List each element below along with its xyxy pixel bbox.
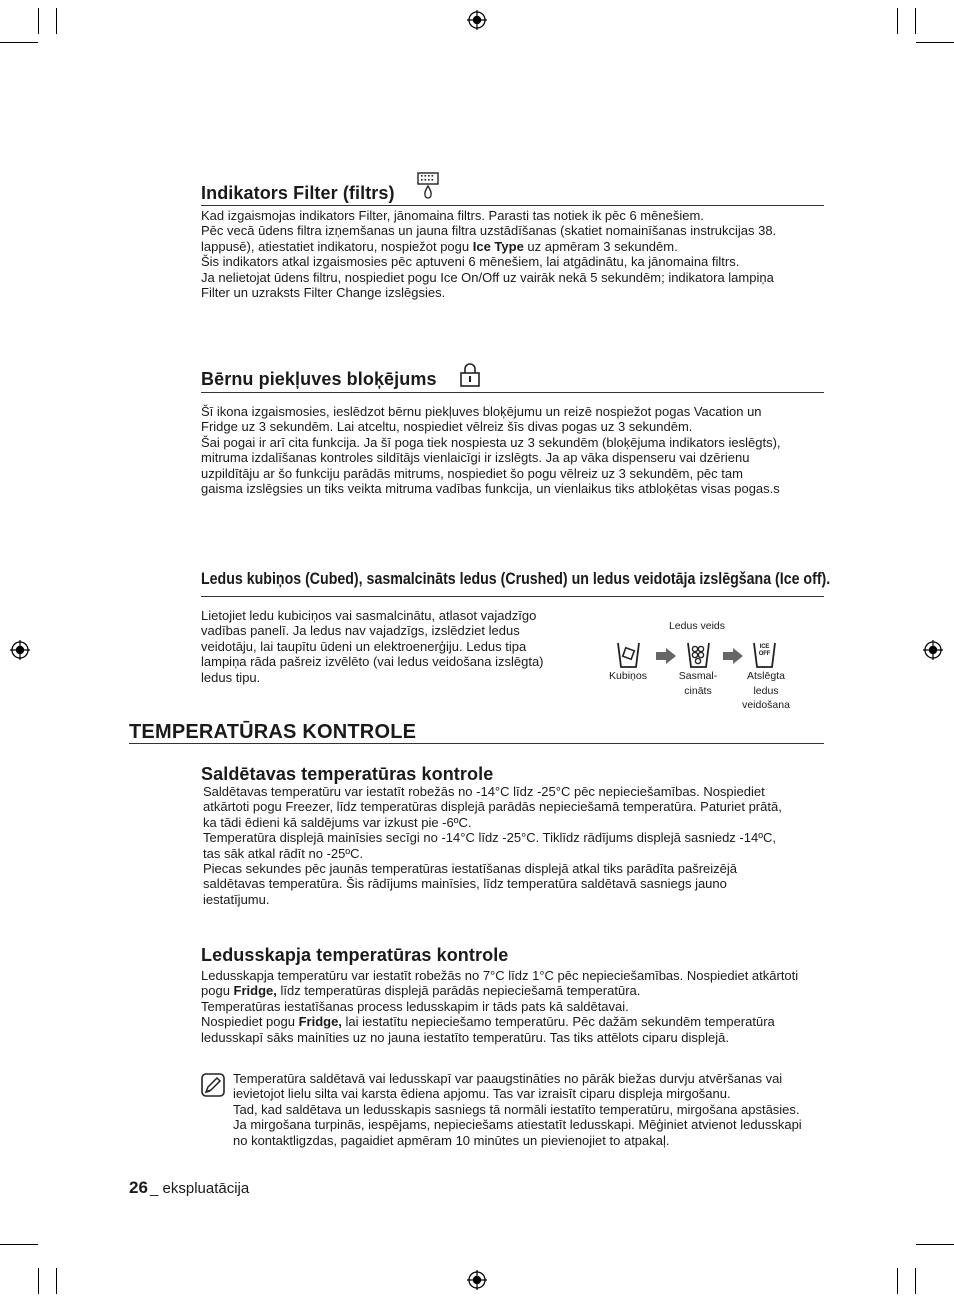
fridge-bold: Fridge, (298, 1014, 342, 1030)
crop-mark (38, 1268, 39, 1294)
ice-type-bold: Ice Type (472, 238, 524, 254)
text-line: Ledusskapja temperatūru var iestatīt robežās no 7°C līdz 1°C pēc nepieciešamības. Nospiediet atkārtoti (201, 968, 799, 983)
label-line: ledus (753, 684, 779, 697)
label-line: cināts (684, 684, 712, 697)
registration-mark-icon (467, 1270, 487, 1290)
label-line: Sasmal- (678, 670, 718, 682)
crop-mark (897, 8, 898, 34)
text-span: lai iestatītu nepieciešamo temperatūru. Pēc dažām sekundēm temperatūra (341, 1014, 775, 1030)
filter-title-text: Indikators Filter (filtrs) (201, 183, 395, 203)
text-line: tas sāk atkal rādīt no -25ºC. (203, 845, 364, 861)
text-line: ka tādi ēdieni kā saldējums var izkust pie -6ºC. (203, 814, 472, 830)
ice-cubed-icon (616, 641, 641, 669)
fridge-bold: Fridge, (233, 983, 277, 999)
text-line: lampiņa rāda pašreiz izvēlēto (vai ledus veidošana izslēgta) (201, 654, 544, 670)
freezer-paragraph (203, 784, 782, 907)
footer-section: _ ekspluatācija (150, 1180, 250, 1197)
ice-off-label (734, 669, 798, 713)
registration-mark-icon (923, 640, 943, 660)
text-line: Pēc vecā ūdens filtra izņemšanas un jauna filtra uzstādīšanas (skatiet nomainīšanas instrukcijas 38. (201, 223, 777, 239)
ice-title-text: Ledus kubiņos (Cubed), sasmalcināts ledus (Crushed) un ledus veidotāja izslēgšana (Ice off). (201, 570, 831, 588)
filter-paragraph (201, 208, 776, 300)
section-title-childlock (201, 369, 437, 390)
text-line (201, 983, 798, 998)
text-line: Filter un uzraksts Filter Change izslēgsies. (201, 285, 446, 301)
chapter-title: TEMPERATŪRAS KONTROLE (129, 721, 417, 743)
arrow-right-icon (722, 647, 744, 665)
ice-type-heading: Ledus veids (668, 620, 726, 632)
text-line: Kad izgaismojas indikators Filter, jānomaina filtrs. Parasti tas notiek ik pēc 6 mēnešiem. (201, 208, 704, 223)
text-line: vadības panelī. Ja ledus nav vajadzīgs, izslēdziet ledus (201, 623, 520, 639)
ice-crushed-icon (686, 641, 711, 669)
text-line: Temperatūra saldētavā vai ledusskapī var paaugstināties no pārāk biežas durvju atvēršanas vai (233, 1071, 783, 1086)
text-line: iestatījumu. (203, 891, 270, 907)
text-line (201, 239, 776, 254)
ice-paragraph (201, 608, 544, 685)
text-line: Šai pogai ir arī cita funkcija. Ja šī poga tiek nospiesta uz 3 sekundēm (bloķējuma indikators ieslēgts), (201, 434, 781, 450)
crop-mark (897, 1268, 898, 1294)
text-line: Lietojiet ledu kubiciņos vai sasmalcinātu, atlasot vajadzīgo (201, 608, 537, 623)
text-line: ledusskapī sāks mainīties uz no jauna iestatīto temperatūru. Tas tiks attēlots ciparu displejā. (201, 1029, 729, 1045)
crop-mark (915, 1268, 916, 1294)
text-line: Šī ikona izgaismosies, ieslēdzot bērnu piekļuves bloķējumu un reizē nospiežot pogas Vacation un (201, 404, 762, 419)
crop-mark (915, 8, 916, 34)
label-line: Atslēgta (747, 670, 785, 682)
text-line: Piecas sekundes pēc jaunās temperatūras iestatīšanas displejā atkal tiks parādīta pašreizējā (203, 861, 738, 877)
text-line: veidotāju, lai taupītu ūdeni un elektroenerģiju. Ledus tipa (201, 638, 527, 654)
text-line: Tad, kad saldētava un ledusskapis sasniegs tā normāli iestatīto temperatūru, mirgošana apstāsies. (233, 1101, 800, 1117)
text-line: Fridge uz 3 sekundēm. Lai atceltu, nospiediet vēlreiz šīs divas pogas uz 3 sekundēm. (201, 419, 693, 435)
freezer-title: Saldētavas temperatūras kontrole (201, 764, 494, 784)
registration-mark-icon (10, 640, 30, 660)
section-rule (201, 205, 824, 206)
fridge-title: Ledusskapja temperatūras kontrole (201, 945, 509, 965)
text-line: mitruma izdalīšanas kontroles sildītājs vienlaicīgi ir izslēgts. Ja ap vāka dispenseru vai dzērienu (201, 450, 750, 466)
text-line: saldētavas temperatūra. Šis rādījums mainīsies, līdz temperatūra saldētavā sasniegs jauno (203, 876, 727, 892)
childlock-paragraph (201, 404, 781, 496)
text-line: Šis indikators atkal izgaismosies pēc aptuveni 6 mēnešiem, lai atgādinātu, ka jānomaina filtrs. (201, 254, 740, 270)
lock-icon (459, 362, 481, 388)
ice-off-icon (752, 641, 777, 669)
note-icon (201, 1073, 225, 1097)
label-line: veidošana (742, 699, 790, 711)
text-line (201, 1014, 798, 1029)
crop-mark (916, 1244, 954, 1245)
text-line: Ja nelietojat ūdens filtru, nospiediet pogu Ice On/Off uz vairāk nekā 5 sekundēm; indikatora lampiņa (201, 269, 774, 285)
arrow-right-icon (655, 647, 677, 665)
chapter-rule (129, 743, 824, 744)
crop-mark (916, 42, 954, 43)
ice-crushed-label (670, 669, 726, 698)
ice-cubed-label: Kubiņos (609, 670, 647, 682)
text-span: uz apmēram 3 sekundēm. (523, 238, 678, 254)
registration-mark-icon (467, 10, 487, 30)
crop-mark (56, 1268, 57, 1294)
text-line: Temperatūras iestatīšanas process ledusskapim ir tāds pats kā saldētavai. (201, 998, 629, 1014)
section-rule (201, 596, 824, 597)
text-line: atkārtoti pogu Freezer, līdz temperatūras displejā parādās nepieciešamā temperatūra. Paturiet prātā, (203, 799, 782, 815)
crop-mark (0, 42, 38, 43)
text-line: ledus tipu. (201, 669, 261, 685)
text-line: no kontaktligzdas, pagaidiet apmēram 10 minūtes un pievienojiet to atpakaļ. (233, 1132, 670, 1148)
text-span: lappusē), atiestatiet indikatoru, nospiežot pogu (201, 238, 473, 254)
section-title-filter (201, 183, 395, 204)
text-span: Nospiediet pogu (201, 1014, 299, 1030)
section-rule (201, 392, 824, 393)
ice-off-icon-text: ICE OFF (758, 644, 771, 657)
fridge-paragraph (201, 968, 798, 1045)
text-line: ievietojot lielu silta vai karsta ēdiena apjomu. Tas var izraisīt ciparu displeja mirgošanu. (233, 1086, 731, 1102)
text-line: Temperatūra displejā mainīsies secīgi no -14°C līdz -25°C. Tiklīdz rādījums displejā sasniedz -14ºC, (203, 830, 776, 846)
childlock-title-text: Bērnu piekļuves bloķējums (201, 369, 437, 389)
crop-mark (56, 8, 57, 34)
page-number: 26 (129, 1178, 148, 1197)
text-span: līdz temperatūras displejā parādās nepieciešamā temperatūra. (276, 983, 641, 999)
text-line: gaisma izslēgsies un tiks veikta mitruma vadības funkcija, un vienlaikus tiks atbloķētas visas pogas.s (201, 481, 780, 497)
section-title-ice (201, 570, 830, 589)
filter-icon (417, 172, 439, 200)
text-line: Saldētavas temperatūru var iestatīt robežās no -14°C līdz -25°C pēc nepieciešamības. Nospiediet (203, 784, 765, 799)
text-line: uzpildītāju ar šo funkciju parādās mitrums, nospiediet šo pogu vēlreiz uz 3 sekundēm, pēc tam (201, 465, 743, 481)
text-span: pogu (201, 983, 234, 999)
crop-mark (38, 8, 39, 34)
text-line: Ja mirgošana turpinās, iespējams, nepieciešams atiestatīt ledusskapi. Mēģiniet atvienot ledusskapi (233, 1117, 802, 1133)
crop-mark (0, 1244, 38, 1245)
note-paragraph (233, 1071, 802, 1148)
